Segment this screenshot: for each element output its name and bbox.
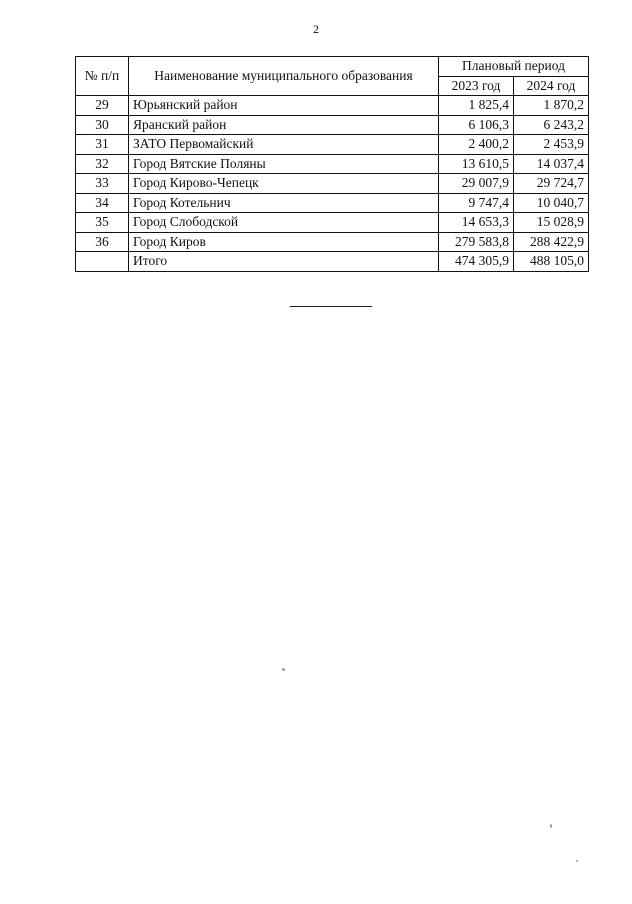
row-value-2024: 2 453,9 [514, 135, 589, 155]
row-value-2024: 288 422,9 [514, 232, 589, 252]
table-row [76, 115, 589, 135]
table-row [76, 135, 589, 155]
table-row [76, 154, 589, 174]
row-value-2023: 1 825,4 [439, 96, 514, 116]
row-name: Город Вятские Поляны [129, 154, 439, 174]
scan-speck [282, 668, 285, 671]
table-row [76, 213, 589, 233]
page-number: 2 [313, 22, 319, 36]
row-num: 34 [76, 193, 129, 213]
row-name: Город Слободской [129, 213, 439, 233]
row-value-2024: 15 028,9 [514, 213, 589, 233]
end-separator-line [290, 306, 372, 307]
header-num: № п/п [76, 57, 129, 96]
row-num: 29 [76, 96, 129, 116]
table-row [76, 193, 589, 213]
row-num: 36 [76, 232, 129, 252]
table-body [76, 96, 589, 272]
header-period: Плановый период [439, 57, 589, 77]
header-year-2023: 2023 год [439, 76, 514, 96]
row-num: 32 [76, 154, 129, 174]
row-name: Город Киров [129, 232, 439, 252]
row-value-2023: 6 106,3 [439, 115, 514, 135]
table-row [76, 96, 589, 116]
row-value-2023: 14 653,3 [439, 213, 514, 233]
row-num: 33 [76, 174, 129, 194]
row-value-2024: 6 243,2 [514, 115, 589, 135]
row-value-2023: 2 400,2 [439, 135, 514, 155]
row-value-2024: 29 724,7 [514, 174, 589, 194]
total-num [76, 252, 129, 272]
table-row [76, 174, 589, 194]
row-name: Город Котельнич [129, 193, 439, 213]
scan-speck [550, 824, 552, 828]
total-value-2023: 474 305,9 [439, 252, 514, 272]
budget-table [75, 56, 589, 272]
header-year-2024: 2024 год [514, 76, 589, 96]
row-value-2024: 10 040,7 [514, 193, 589, 213]
header-name: Наименование муниципального образования [129, 57, 439, 96]
row-value-2023: 29 007,9 [439, 174, 514, 194]
table-header [76, 57, 589, 96]
scan-speck [576, 860, 578, 862]
row-value-2023: 279 583,8 [439, 232, 514, 252]
row-num: 30 [76, 115, 129, 135]
row-value-2024: 1 870,2 [514, 96, 589, 116]
row-name: ЗАТО Первомайский [129, 135, 439, 155]
row-num: 35 [76, 213, 129, 233]
row-name: Город Кирово-Чепецк [129, 174, 439, 194]
total-label: Итого [129, 252, 439, 272]
row-name: Юрьянский район [129, 96, 439, 116]
table-row-total [76, 252, 589, 272]
table-row [76, 232, 589, 252]
row-value-2024: 14 037,4 [514, 154, 589, 174]
row-name: Яранский район [129, 115, 439, 135]
row-value-2023: 13 610,5 [439, 154, 514, 174]
row-num: 31 [76, 135, 129, 155]
total-value-2024: 488 105,0 [514, 252, 589, 272]
row-value-2023: 9 747,4 [439, 193, 514, 213]
